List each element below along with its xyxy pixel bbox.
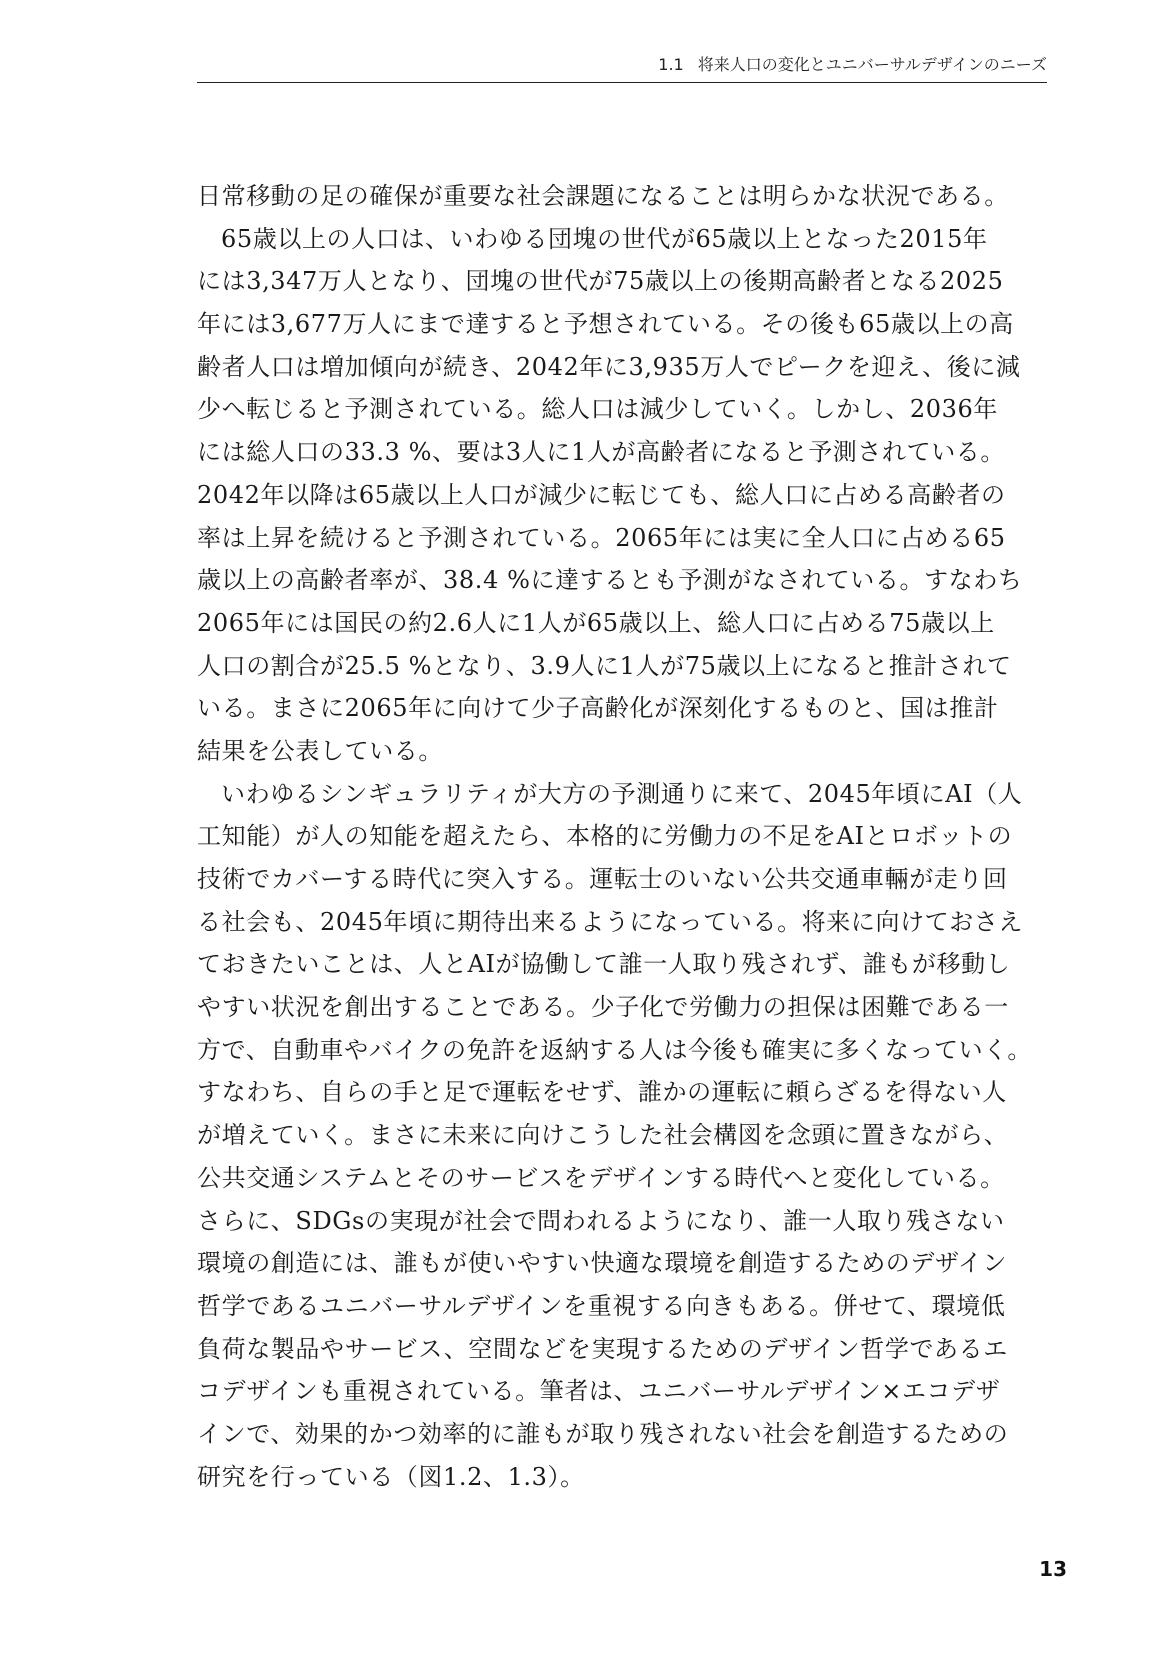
text-line: 環境の創造には、誰もが使いやすい快適な環境を創造するためのデザイン — [197, 1249, 1008, 1278]
text-line: 年には3,677万人にまで達すると予想されている。その後も65歳以上の高 — [197, 310, 1014, 339]
text-line: 少へ転じると予測されている。総人口は減少していく。しかし、2036年 — [197, 395, 998, 424]
text-line: インで、効果的かつ効率的に誰もが取り残されない社会を創造するための — [197, 1419, 1009, 1448]
text-line: 2042年以降は65歳以上人口が減少に転じても、総人口に占める高齢者の — [197, 480, 1006, 509]
text-line: すなわち、自らの手と足で運転をせず、誰かの運転に頼らざるを得ない人 — [197, 1078, 1007, 1107]
text-line: 齢者人口は増加傾向が続き、2042年に3,935万人でピークを迎え、後に減 — [197, 352, 1021, 381]
running-header — [197, 52, 1047, 83]
text-line: 技術でカバーする時代に突入する。運転士のいない公共交通車輛が走り回 — [197, 865, 1008, 893]
text-line: 工知能）が人の知能を超えたら、本格的に労働力の不足をAIとロボットの — [197, 822, 1013, 851]
text-line: 人口の割合が25.5 %となり、3.9人に1人が75歳以上になると推計されて — [197, 651, 1012, 680]
text-line: 65歳以上の人口は、いわゆる団塊の世代が65歳以上となった2015年 — [221, 224, 988, 253]
text-line: る社会も、2045年頃に期待出来るようになっている。将来に向けておさえ — [197, 907, 1024, 936]
text-line: やすい状況を創出することである。少子化で労働力の担保は困難である一 — [197, 993, 1009, 1022]
text-line: いる。まさに2065年に向けて少子高齢化が深刻化するものと、国は推計 — [197, 694, 999, 723]
text-line: 哲学であるユニバーサルデザインを重視する向きもある。併せて、環境低 — [197, 1291, 1006, 1320]
text-line: ておきたいことは、人とAIが協働して誰一人取り残されず、誰もが移動し — [197, 950, 1011, 979]
text-line: 日常移動の足の確保が重要な社会課題になることは明らかな状況である。 — [197, 182, 1009, 210]
text-line: 負荷な製品やサービス、空間などを実現するためのデザイン哲学であるエ — [197, 1334, 1008, 1363]
text-line: 方で、自動車やバイクの免許を返納する人は今後も確実に多くなっていく。 — [197, 1035, 1032, 1064]
text-line: 公共交通システムとそのサービスをデザインする時代へと変化している。 — [197, 1163, 1005, 1192]
text-line: が増えていく。まさに未来に向けこうした社会構図を念頭に置きながら、 — [197, 1121, 1009, 1150]
text-line: 率は上昇を続けると予測されている。2065年には実に全人口に占める65 — [197, 523, 1006, 552]
body-text — [197, 175, 1047, 1498]
text-line: 結果を公表している。 — [197, 736, 443, 765]
text-line: さらに、SDGsの実現が社会で問われるようになり、誰一人取り残さない — [197, 1206, 1005, 1235]
text-line: コデザインも重視されている。筆者は、ユニバーサルデザイン×エコデザ — [197, 1377, 1001, 1406]
text-line: いわゆるシンギュラリティが大方の予測通りに来て、2045年頃にAI（人 — [221, 779, 1023, 808]
text-line: 歳以上の高齢者率が、38.4 %に達するとも予測がなされている。すなわち — [197, 566, 1023, 595]
text-line: 研究を行っている（図1.2、1.3）。 — [197, 1462, 585, 1491]
page-number: 13 — [1039, 1557, 1067, 1581]
text-line: には総人口の33.3 %、要は3人に1人が高齢者になると予測されている。 — [197, 438, 1006, 467]
section-title: 将来人口の変化とユニバーサルデザインのニーズ — [697, 55, 1047, 74]
text-line: 2065年には国民の約2.6人に1人が65歳以上、総人口に占める75歳以上 — [197, 608, 995, 637]
text-line: には3,347万人となり、団塊の世代が75歳以上の後期高齢者となる2025 — [197, 267, 1004, 296]
section-number: 1.1 — [658, 55, 684, 74]
